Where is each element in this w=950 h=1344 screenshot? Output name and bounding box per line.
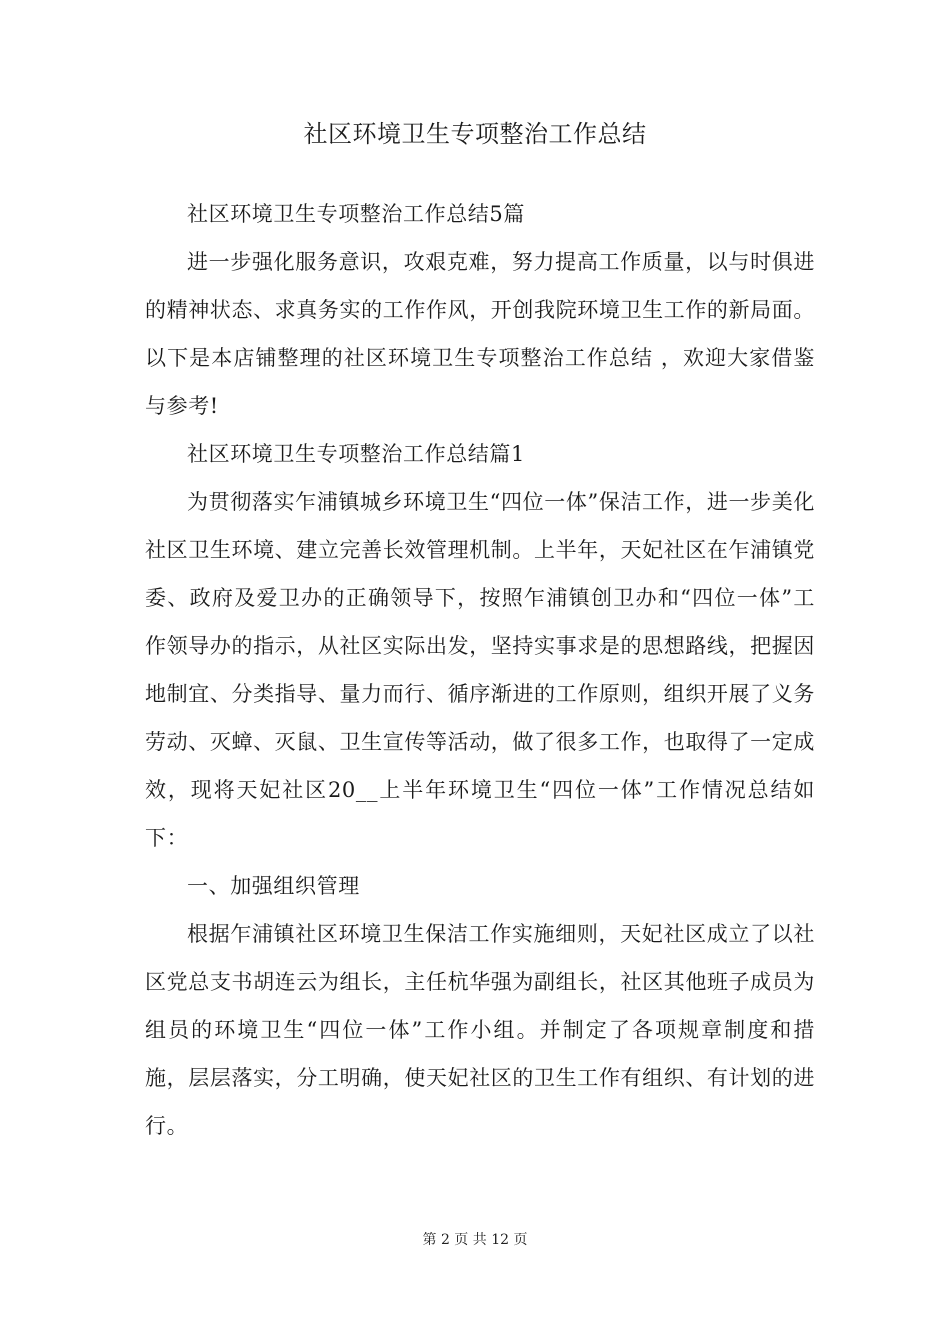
section-subheading: 一、加强组织管理 (187, 874, 360, 898)
body-paragraph: 为贯彻落实乍浦镇城乡环境卫生“四位一体”保洁工作，进一步美化社区卫生环境、建立完善长效管理机制。上半年，天妃社区在乍浦镇党委、政府及爱卫办的正确领导下，按照乍浦镇创卫办和“四位一体”工作领导办的指示，从社区实际出发，坚持实事求是的思想路线，把握因地制宜、分类指导、量力而行、循序渐进的工作原则，组织开展了义务劳动、灭蟑、灭鼠、卫生宣传等活动，做了很多工作，也取得了一定成效，现将天妃社区20__上半年环境卫生“四位一体”工作情况总结如下： (145, 490, 816, 850)
subtitle-paragraph: 社区环境卫生专项整治工作总结5篇 (187, 202, 525, 226)
document-body (145, 190, 815, 1150)
document-title: 社区环境卫生专项整治工作总结 (303, 120, 647, 148)
intro-paragraph: 进一步强化服务意识，攻艰克难，努力提高工作质量，以与时俱进的精神状态、求真务实的工作作风，开创我院环境卫生工作的新局面。以下是本店铺整理的社区环境卫生专项整治工作总结 ，欢迎大家借鉴与参考! (145, 250, 815, 418)
body-paragraph: 根据乍浦镇社区环境卫生保洁工作实施细则，天妃社区成立了以社区党总支书胡连云为组长，主任杭华强为副组长，社区其他班子成员为组员的环境卫生“四位一体”工作小组。并制定了各项规章制度和措施，层层落实，分工明确，使天妃社区的卫生工作有组织、有计划的进行。 (145, 922, 815, 1138)
section-heading: 社区环境卫生专项整治工作总结篇1 (187, 442, 525, 466)
page-number-footer: 第 2 页 共 12 页 (422, 1232, 528, 1248)
